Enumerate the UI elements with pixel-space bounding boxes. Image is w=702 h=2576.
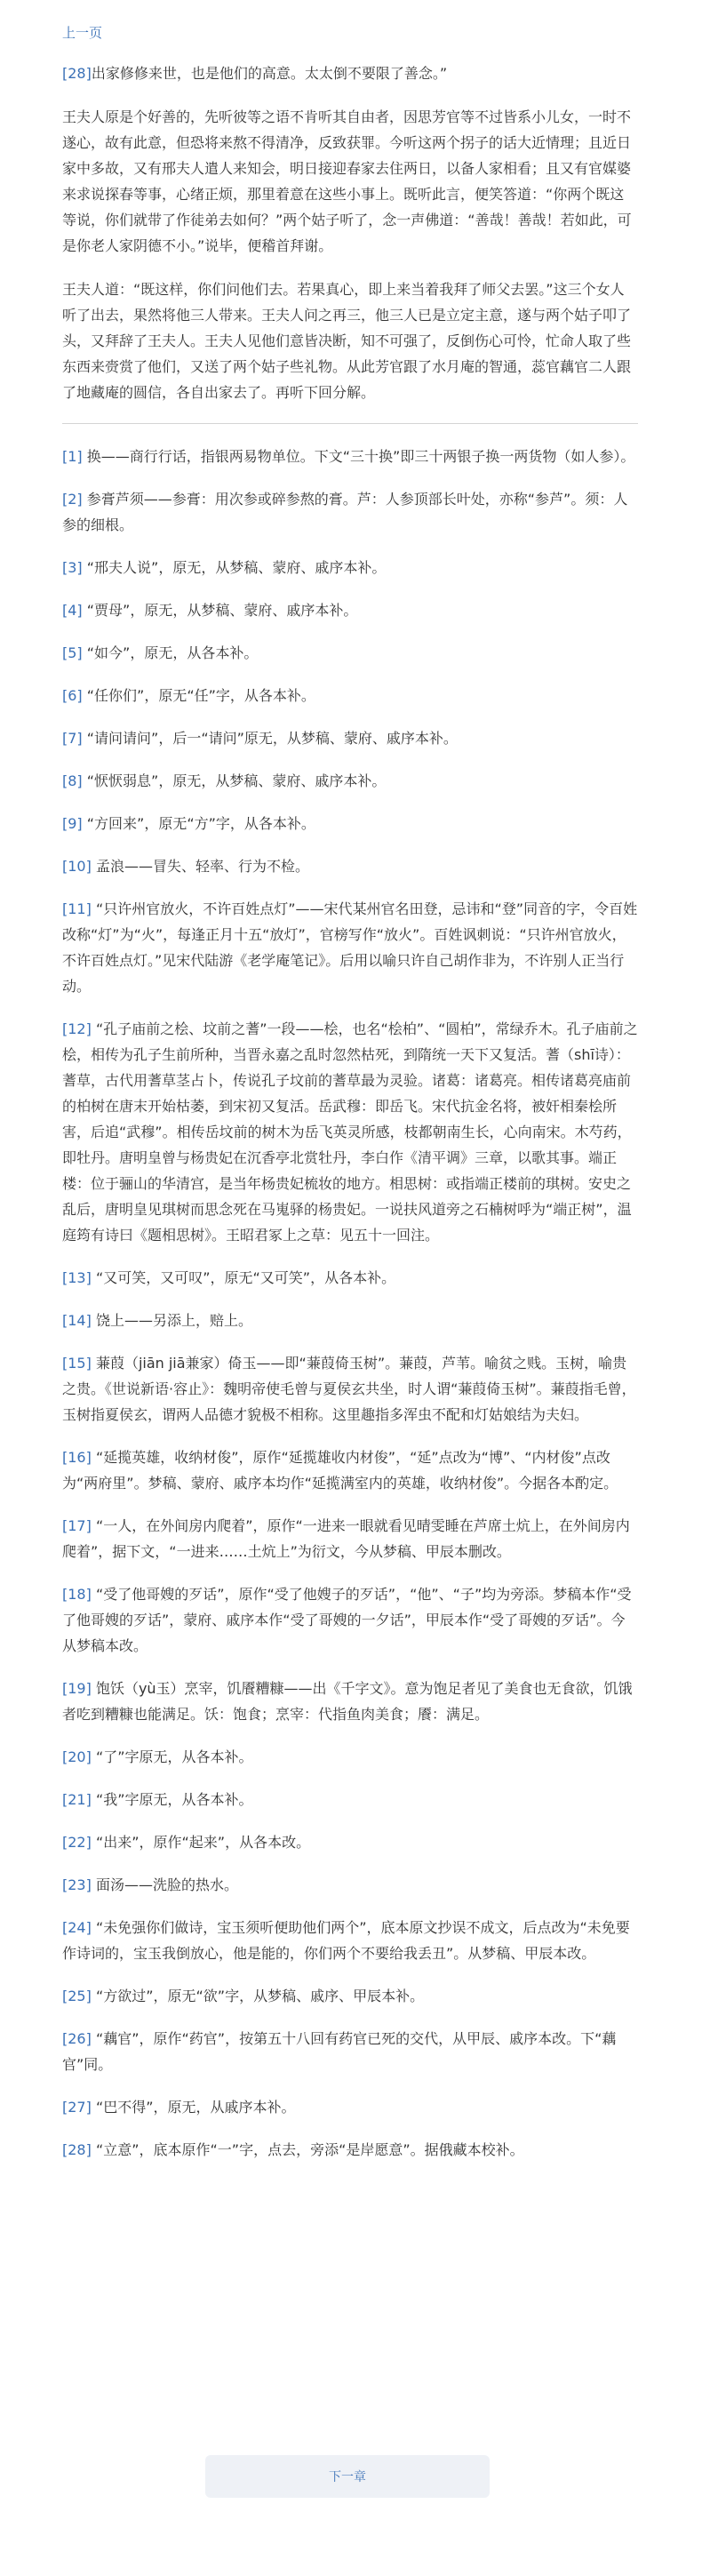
note-item — [62, 1829, 638, 1855]
note-item — [62, 1581, 638, 1659]
note-item — [62, 1308, 638, 1333]
note-text: 面汤——洗脸的热水。 — [95, 1876, 238, 1893]
note-number-link[interactable]: [10] — [62, 858, 92, 875]
note-text: “任你们”，原无“任”字，从各本补。 — [86, 687, 315, 704]
note-number-link[interactable]: [22] — [62, 1834, 92, 1851]
note-item — [62, 1915, 638, 1966]
note-number-link[interactable]: [18] — [62, 1586, 92, 1603]
note-number-link[interactable]: [2] — [62, 491, 83, 508]
prev-page-link[interactable]: 上一页 — [62, 25, 103, 41]
note-number-link[interactable]: [3] — [62, 559, 83, 576]
note-text: 换——商行行话，指银两易物单位。下文“三十换”即三十两银子换一两货物（如人参）。 — [86, 448, 635, 465]
note-item — [62, 1444, 638, 1496]
note-number-link[interactable]: [1] — [62, 448, 83, 465]
note-number-link[interactable]: [21] — [62, 1791, 92, 1808]
note-item — [62, 1016, 638, 1248]
note-item — [62, 597, 638, 623]
note-text: “孔子庙前之桧、坟前之蓍”一段——桧，也名“桧柏”、“圆柏”，常绿乔木。孔子庙前之桧，相传为孔子生前所种，当晋永嘉之乱时忽然枯死，到隋统一天下又复活。蓍（shī诗）：蓍草，古代用蓍草茎占卜，传说孔子坟前的蓍草最为灵验。诸葛：诸葛亮。相传诸葛亮庙前的柏树在唐末开始枯萎，到宋初又复活。岳武穆：即岳飞。宋代抗金名将，被奸相秦桧所害，后追“武穆”。相传岳坟前的树木为岳飞英灵所感，枝都朝南生长，心向南宋。木芍药，即牡丹。唐明皇曾与杨贵妃在沉香亭北赏牡丹，李白作《清平调》三章，以歌其事。端正楼：位于骊山的华清宫，是当年杨贵妃梳妆的地方。相思树：或指端正楼前的琪树。安史之乱后，唐明皇见琪树而思念死在马嵬驿的杨贵妃。一说扶风道旁之石楠树呼为“端正树”，温庭筠有诗曰《题相思树》。王昭君冢上之草：见五十一回注。 — [62, 1020, 638, 1244]
note-item — [62, 1676, 638, 1727]
paragraph-text: 王夫人道：“既这样，你们问他们去。若果真心，即上来当着我拜了师父去罢。”这三个女人听了出去，果然将他三人带来。王夫人问之再三，他三人已是立定主意，遂与两个姑子叩了头，又拜辞了王夫人。王夫人见他们意皆决断，知不可强了，反倒伤心可怜，忙命人取了些东西来赍赏了他们，又送了两个姑子些礼物。从此芳官跟了水月庵的智通，蕊官藕官二人跟了地藏庵的圆信，各自出家去了。再听下回分解。 — [62, 281, 632, 401]
note-text: “未免强你们做诗，宝玉须听便助他们两个”，底本原文抄误不成文，后点改为“未免要作诗词的，宝玉我倒放心，他是能的，你们两个不要给我丢丑”。从梦稿、甲辰本改。 — [62, 1919, 630, 1962]
note-text: “延揽英雄，收纳材俊”，原作“延揽雄收内材俊”，“延”点改为“博”、“内材俊”点改为“两府里”。梦稿、蒙府、戚序本均作“延揽满室内的英雄，收纳材俊”。今据各本酌定。 — [62, 1449, 618, 1492]
note-text: “受了他哥嫂的歹话”，原作“受了他嫂子的歹话”，“他”、“子”均为旁添。梦稿本作“受了他哥嫂的歹话”，蒙府、戚序本作“受了哥嫂的一夕话”，甲辰本作“受了哥嫂的歹话”。今从梦稿本改。 — [62, 1586, 632, 1654]
note-text: 饱饫（yù玉）烹宰，饥餍糟糠——出《千字文》。意为饱足者见了美食也无食欲，饥饿者吃到糟糠也能满足。饫：饱食；烹宰：代指鱼肉美食；餍：满足。 — [62, 1680, 633, 1723]
note-number-link[interactable]: [9] — [62, 815, 83, 832]
note-number-link[interactable]: [13] — [62, 1269, 92, 1286]
footnote-ref-link[interactable]: [28] — [62, 65, 92, 82]
note-number-link[interactable]: [28] — [62, 2141, 92, 2158]
note-text: “出来”，原作“起来”，从各本改。 — [95, 1834, 311, 1851]
note-text: “如今”，原无，从各本补。 — [86, 644, 259, 661]
note-item — [62, 683, 638, 708]
note-item — [62, 486, 638, 538]
note-text: “恹恹弱息”，原无，从梦稿、蒙府、戚序本补。 — [86, 772, 387, 789]
note-text: “请问请问”，后一“请问”原无，从梦稿、蒙府、戚序本补。 — [86, 730, 458, 747]
note-item — [62, 1513, 638, 1564]
note-number-link[interactable]: [8] — [62, 772, 83, 789]
note-text: “藕官”，原作“药官”，按第五十八回有药官已死的交代，从甲辰、戚序本改。下“藕官”同。 — [62, 2030, 617, 2073]
body-paragraph — [62, 60, 638, 86]
note-item — [62, 725, 638, 751]
body-paragraph — [62, 104, 638, 259]
note-text: “只许州官放火，不许百姓点灯”——宋代某州官名田登，忌讳和“登”同音的字，令百姓改称“灯”为“火”，每逢正月十五“放灯”，官榜写作“放火”。百姓讽刺说：“只许州官放火，不许百姓点灯。”见宋代陆游《老学庵笔记》。后用以喻只许自己胡作非为，不许别人正当行动。 — [62, 900, 638, 995]
note-text: “一人，在外间房内爬着”，原作“一进来一眼就看见晴雯睡在芦席土炕上，在外间房内爬着”，据下文，“一进来……土炕上”为衍文，今从梦稿、甲辰本删改。 — [62, 1517, 630, 1560]
note-item — [62, 2137, 638, 2163]
note-number-link[interactable]: [6] — [62, 687, 83, 704]
note-item — [62, 1983, 638, 2009]
chapter-content — [62, 60, 638, 2180]
note-text: “方回来”，原无“方”字，从各本补。 — [86, 815, 315, 832]
note-text: 蒹葭（jiān jiā兼家）倚玉——即“蒹葭倚玉树”。蒹葭，芦苇。喻贫之贱。玉树，喻贵之贵。《世说新语·容止》：魏明帝使毛曾与夏侯玄共坐，时人谓“蒹葭倚玉树”。蒹葭指毛曾，玉树指夏侯玄，谓两人品德才貌极不相称。这里趣指多浑虫不配和灯姑娘结为夫妇。 — [62, 1355, 636, 1423]
note-text: “了”字原无，从各本补。 — [95, 1748, 253, 1765]
note-number-link[interactable]: [14] — [62, 1312, 92, 1329]
note-number-link[interactable]: [17] — [62, 1517, 92, 1534]
note-number-link[interactable]: [4] — [62, 602, 83, 619]
note-text: “又可笑，又可叹”，原无“又可笑”，从各本补。 — [95, 1269, 396, 1286]
paragraph-text: 出家修修来世，也是他们的高意。太太倒不要限了善念。” — [91, 65, 448, 82]
note-number-link[interactable]: [25] — [62, 1988, 92, 2004]
note-item — [62, 853, 638, 879]
note-item — [62, 640, 638, 666]
note-number-link[interactable]: [20] — [62, 1748, 92, 1765]
note-item — [62, 555, 638, 580]
notes-list — [62, 444, 638, 2163]
note-text: “立意”，底本原作“一”字，点去，旁添“是岸愿意”。据俄藏本校补。 — [95, 2141, 524, 2158]
note-number-link[interactable]: [26] — [62, 2030, 92, 2047]
note-item — [62, 896, 638, 999]
note-number-link[interactable]: [27] — [62, 2099, 92, 2116]
note-item — [62, 1744, 638, 1770]
note-text: “贾母”，原无，从梦稿、蒙府、戚序本补。 — [86, 602, 358, 619]
note-text: “巴不得”，原无，从戚序本补。 — [95, 2099, 296, 2116]
note-item — [62, 1787, 638, 1812]
next-chapter-button[interactable]: 下一章 — [205, 2455, 490, 2498]
note-text: 孟浪——冒失、轻率、行为不检。 — [95, 858, 309, 875]
note-item — [62, 1872, 638, 1898]
paragraph-text: 王夫人原是个好善的，先听彼等之语不肯听其自由者，因思芳官等不过皆系小儿女，一时不遂心，故有此意，但恐将来熬不得清净，反致获罪。今听这两个拐子的话大近情理；且近日家中多故，又有邢夫人遣人来知会，明日接迎春家去住两日，以备人家相看；且又有官媒婆来求说探春等事，心绪正烦，那里着意在这些小事上。既听此言，便笑答道：“你两个既这等说，你们就带了作徒弟去如何？”两个姑子听了，念一声佛道：“善哉！善哉！若如此，可是你老人家阴德不小。”说毕，便稽首拜谢。 — [62, 108, 632, 254]
note-number-link[interactable]: [16] — [62, 1449, 92, 1466]
note-number-link[interactable]: [5] — [62, 644, 83, 661]
note-text: 饶上——另添上，赔上。 — [95, 1312, 252, 1329]
note-item — [62, 768, 638, 794]
note-number-link[interactable]: [19] — [62, 1680, 92, 1697]
note-number-link[interactable]: [15] — [62, 1355, 92, 1372]
note-text: “我”字原无，从各本补。 — [95, 1791, 253, 1808]
note-item — [62, 2094, 638, 2120]
note-item — [62, 444, 638, 469]
note-text: “方欲过”，原无“欲”字，从梦稿、戚序、甲辰本补。 — [95, 1988, 425, 2004]
notes-divider — [62, 423, 638, 424]
note-number-link[interactable]: [24] — [62, 1919, 92, 1936]
note-item — [62, 1265, 638, 1291]
body-paragraph — [62, 276, 638, 405]
note-text: “邢夫人说”，原无，从梦稿、蒙府、戚序本补。 — [86, 559, 387, 576]
note-number-link[interactable]: [12] — [62, 1020, 92, 1037]
note-item — [62, 1350, 638, 1428]
note-number-link[interactable]: [23] — [62, 1876, 92, 1893]
note-item — [62, 2026, 638, 2077]
note-number-link[interactable]: [11] — [62, 900, 92, 917]
note-item — [62, 811, 638, 836]
note-number-link[interactable]: [7] — [62, 730, 83, 747]
note-text: 参膏芦须——参膏：用次参或碎参熬的膏。芦：人参顶部长叶处，亦称“参芦”。须：人参的细根。 — [62, 491, 628, 533]
